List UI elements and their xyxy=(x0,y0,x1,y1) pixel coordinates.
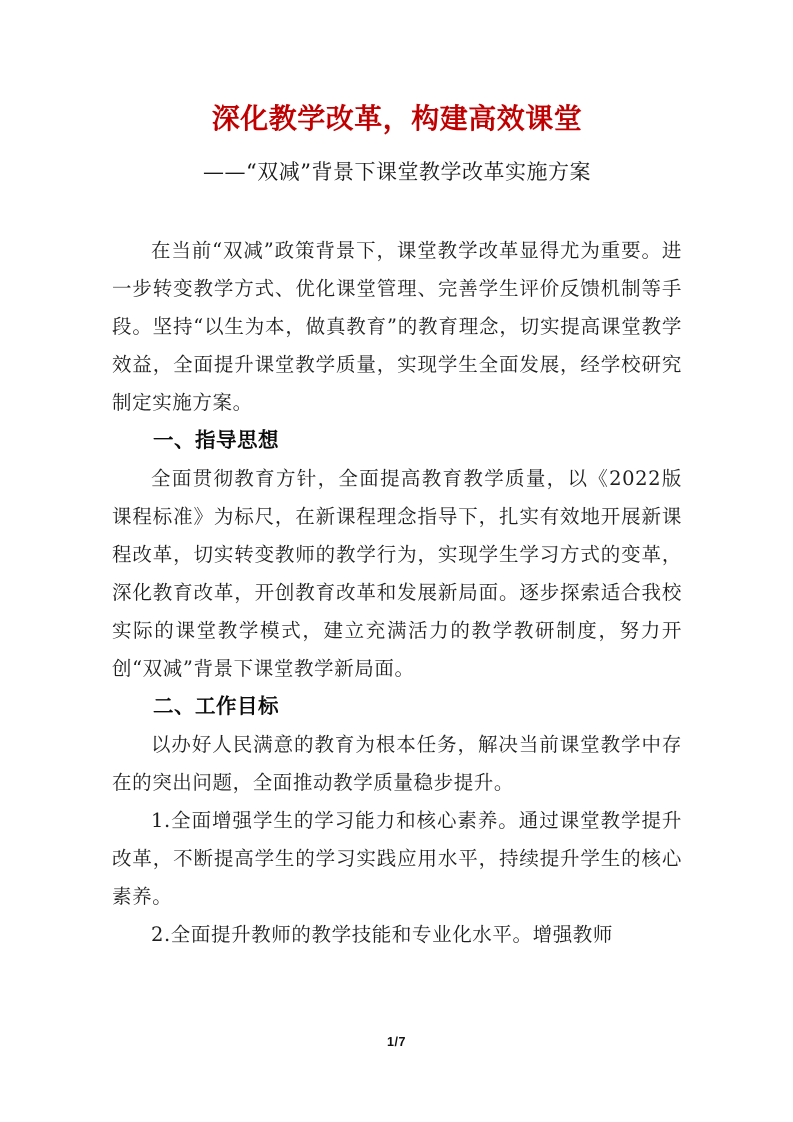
document-content xyxy=(112,0,682,954)
body-paragraph: 1.全面增强学生的学习能力和核心素养。通过课堂教学提升改革，不断提高学生的学习实践应用水平，持续提升学生的核心素养。 xyxy=(112,809,682,908)
page-title: 深化教学改革，构建高效课堂 xyxy=(211,103,583,134)
document-body xyxy=(112,188,682,954)
section-heading: 一、指导思想 xyxy=(153,429,279,452)
body-paragraph: 以办好人民满意的教育为根本任务，解决当前课堂教学中存在的突出问题，全面推动教学质量稳步提升。 xyxy=(112,733,682,794)
page-number-footer: 1/7 xyxy=(387,1035,406,1049)
section-heading: 二、工作目标 xyxy=(153,695,279,718)
body-paragraph: 全面贯彻教育方针，全面提高教育教学质量，以《2022版课程标准》为标尺，在新课程理念指导下，扎实有效地开展新课程改革，切实转变教师的教学行为，实现学生学习方式的变革，深化教育改革，开创教育改革和发展新局面。逐步探索适合我校实际的课堂教学模式，建立充满活力的教学教研制度，努力开创“双减”背景下课堂教学新局面。 xyxy=(112,467,682,680)
page-subtitle: ——“双减”背景下课堂教学改革实施方案 xyxy=(203,160,591,184)
body-paragraph: 在当前“双减”政策背景下，课堂教学改革显得尤为重要。进一步转变教学方式、优化课堂管理、完善学生评价反馈机制等手段。坚持“以生为本，做真教育”的教育理念，切实提高课堂教学效益，全面提升课堂教学质量，实现学生全面发展，经学校研究制定实施方案。 xyxy=(112,239,682,414)
body-paragraph: 2.全面提升教师的教学技能和专业化水平。增强教师 xyxy=(151,923,614,946)
